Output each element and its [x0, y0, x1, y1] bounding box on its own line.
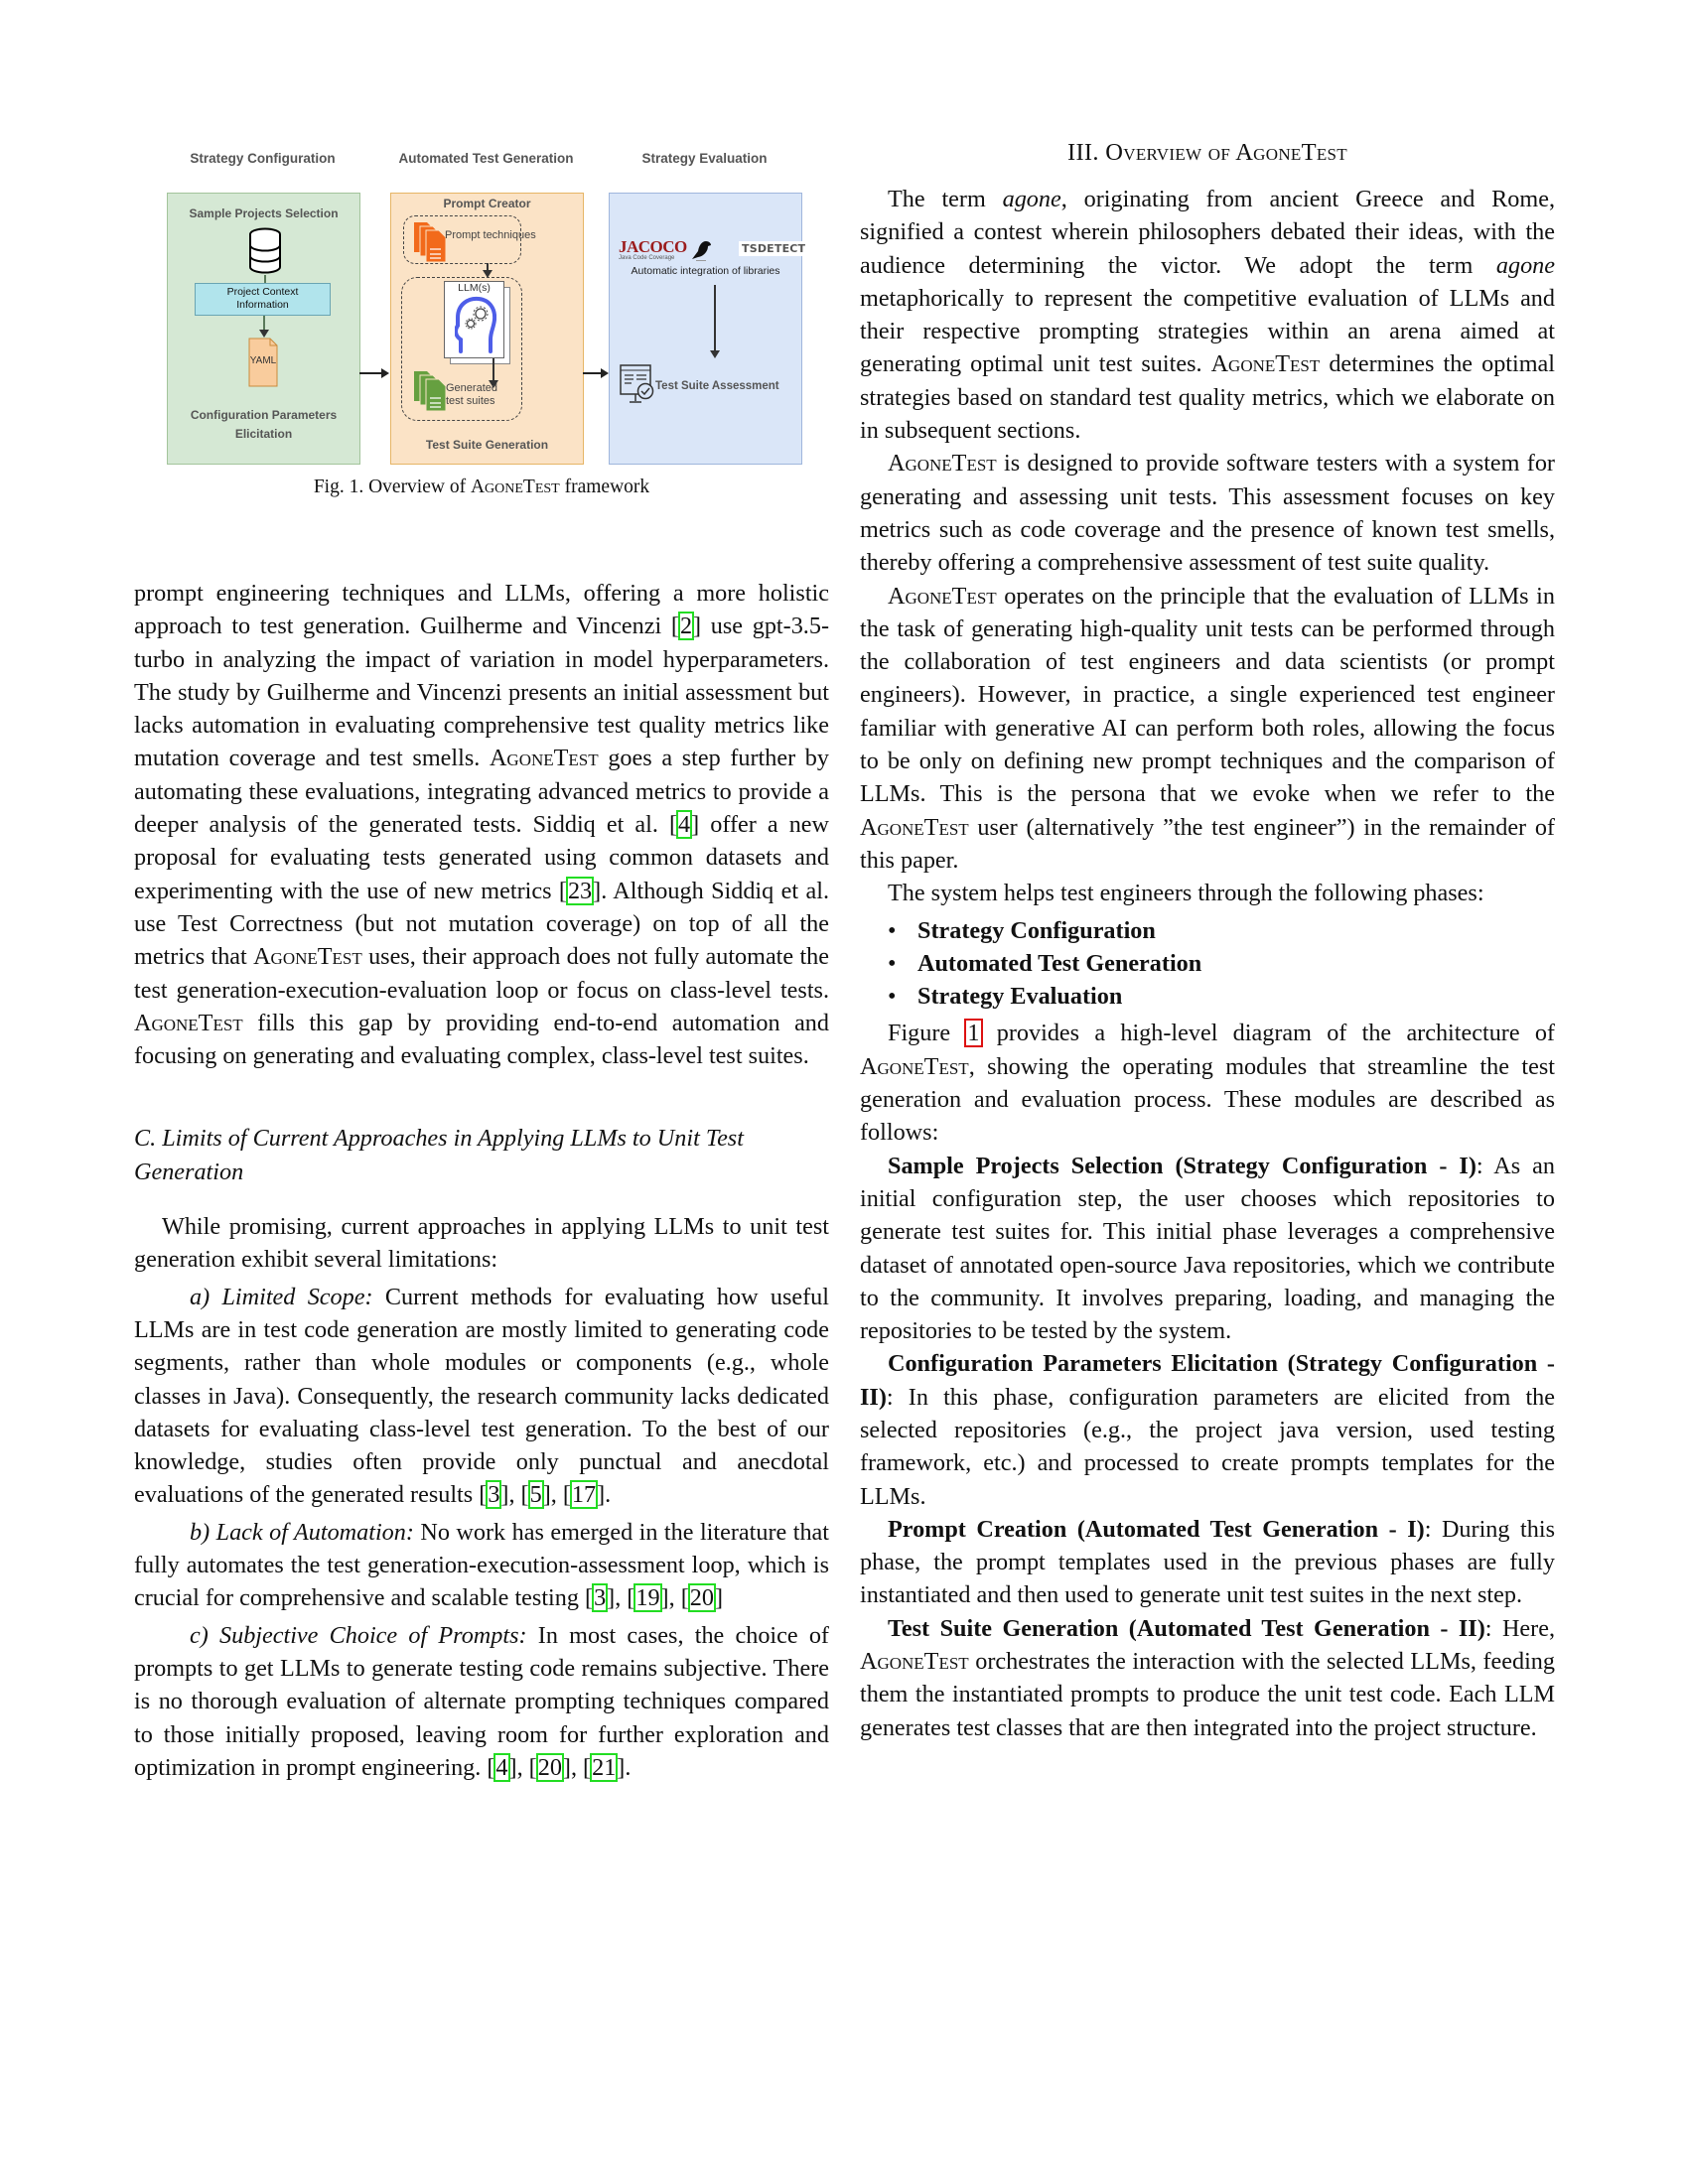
left-column — [134, 577, 829, 1784]
phase-title-strategy-evaluation: Strategy Evaluation — [641, 151, 768, 166]
module-test-suite-generation — [860, 1612, 1555, 1744]
text: , showing the operating modules that streamline the test generation and evaluation process. These modules are described as follows: — [860, 1052, 1555, 1147]
agonetest-name: AgoneTest — [1210, 350, 1321, 378]
text: offer a new proposal for evaluating tests generated using common datasets and experimenting with the use of new metrics — [134, 811, 829, 904]
config-params-line1: Configuration Parameters — [190, 408, 338, 422]
text: fills this gap by providing end-to-end automation and focusing on generating and evaluating complex, class-level test suites. — [134, 1009, 829, 1070]
pitest-bird-logo-icon — [689, 237, 713, 263]
module-title: Configuration Parameters Elicitation (Strategy Configuration - II) — [860, 1350, 1555, 1411]
text: is designed to provide software testers with a system for generating and assessing unit tests. This assessment focuses on key metrics such as code coverage and the presence of known test smells, thereby offering a comprehensive assessment of test suite quality. — [860, 450, 1555, 577]
citation-link[interactable]: 3 — [594, 1584, 607, 1612]
agonetest-name: AgoneTest — [860, 1648, 969, 1676]
text: goes a step further by automating these evaluations, integrating advanced metrics to provide a deeper analysis of the generated tests. Siddiq et al. — [134, 745, 829, 839]
phase-item-automated-test-generation: • Automated Test Generation — [917, 947, 1555, 980]
agonetest-name: AgoneTest — [253, 943, 362, 971]
text: , originating from ancient Greece and Rome, signified a contest wherein philosophers debated their ideas, with the audience determining the victor. We adopt the term — [860, 186, 1555, 279]
llm-label: LLM(s) — [458, 282, 491, 294]
text: provides a high-level diagram of the architecture of — [981, 1020, 1555, 1047]
prompt-techniques-label: Prompt techniques — [445, 229, 536, 241]
generated-test-documents-icon — [413, 370, 447, 412]
emphasis: agone — [1002, 186, 1061, 212]
module-text: : In this phase, configuration parameters are elicited from the selected repositories (e.g., the project java version, used testing framework, etc.) and processed to create prompts templates for the LLMs. — [860, 1383, 1555, 1510]
citation-link[interactable]: 20 — [537, 1753, 562, 1781]
right-column — [860, 183, 1555, 1744]
configuration-parameters-elicitation-label — [168, 406, 359, 444]
text: operates on the principle that the evaluation of LLMs in the task of generating high-quality unit tests can be performed through the collaboration of test engineers and data scientists (or prompt engineers). However, in practice, a single experienced test engineer familiar with generative AI can perform both roles, allowing the focus to be only on defining new prompt techniques and the comparison of LLMs. This is the persona that we evoke when we refer to the — [860, 582, 1555, 808]
phase-item-strategy-configuration: • Strategy Configuration — [917, 914, 1555, 947]
phase-title-strategy-configuration: Strategy Configuration — [190, 151, 336, 166]
tsdetect-logo: TSDETECT — [739, 241, 808, 256]
text: Figure — [888, 1020, 966, 1047]
agone-term-paragraph — [860, 183, 1555, 447]
principle-paragraph — [860, 580, 1555, 878]
arrow-to-llm — [487, 263, 489, 276]
limitation-lack-of-automation: b) Lack of Automation: No work has emerged in the literature that fully automates the test generation-execution-assessment loop, which is crucial for comprehensive and scalable testing [3], [19], [20] — [134, 1518, 829, 1612]
agonetest-name: AgoneTest — [489, 745, 599, 772]
test-suite-generation-label: Test Suite Generation — [425, 438, 549, 452]
text: metaphorically to represent the competitive evaluation of LLMs and their respective prompting strategies within an arena aimed at generating optimal unit test suites. — [860, 284, 1555, 378]
project-context-line2: Information — [236, 299, 289, 311]
citation-link[interactable]: 17 — [571, 1481, 597, 1509]
module-text: : As an initial configuration step, the user chooses which repositories to generate test suites for. This initial phase leverages a comprehensive dataset of annotated open-source Java repositories, which we contribute to the community. It involves preparing, loading, and managing the repositories to be tested by the system. — [860, 1152, 1555, 1345]
agonetest-name: AgoneTest — [888, 582, 997, 610]
citation-link[interactable]: 5 — [529, 1481, 542, 1509]
text: . Although Siddiq et al. use Test Correctness (but not mutation coverage) on top of all the metrics that — [134, 877, 829, 971]
text: No work has emerged in the literature that fully automates the test generation-execution-assessment loop, which is crucial for comprehensive and scalable testing — [134, 1518, 829, 1612]
text: The term — [888, 186, 1003, 212]
database-icon — [247, 227, 283, 275]
module-title: Test Suite Generation (Automated Test Generation - II) — [888, 1614, 1485, 1642]
phases-list — [860, 914, 1555, 1014]
limitation-label: a) Limited Scope: — [190, 1283, 373, 1310]
heading-name: AgoneTest — [1235, 139, 1347, 166]
sample-projects-selection-label: Sample Projects Selection — [189, 206, 339, 220]
agonetest-name: AgoneTest — [860, 813, 969, 841]
figure-reference-paragraph — [860, 1017, 1555, 1149]
limitation-subjective-prompts: c) Subjective Choice of Prompts: In most cases, the choice of prompts to get LLMs to generate testing code remains subjective. There is no thorough evaluation of alternate prompting techniques compared to those initially proposed, leaving room for further exploration and optimization in prompt engineering. [4], [20], [21]. — [134, 1621, 829, 1781]
section-heading-c: C. Limits of Current Approaches in Applying LLMs to Unit Test Generation — [134, 1125, 744, 1185]
heading-text: Overview of — [1105, 139, 1236, 166]
agonetest-name: AgoneTest — [134, 1009, 243, 1036]
module-configuration-parameters-elicitation — [860, 1347, 1555, 1512]
prompt-documents-icon — [413, 221, 447, 263]
module-prompt-creation — [860, 1513, 1555, 1612]
citation-link[interactable]: 4 — [678, 811, 691, 839]
generated-line2: test suites — [446, 395, 495, 407]
yaml-label: YAML — [249, 355, 277, 366]
llm-card — [444, 281, 504, 358]
test-suite-assessment-label: Test Suite Assessment — [655, 380, 779, 392]
phase-title-automated-test-generation: Automated Test Generation — [398, 151, 574, 166]
brain-gears-head-icon — [455, 296, 496, 355]
jacoco-title: JACOCO — [619, 237, 687, 256]
module-title: Sample Projects Selection (Strategy Configuration - I) — [888, 1152, 1477, 1179]
caption-prefix: Fig. 1. Overview of — [313, 477, 471, 497]
text: In most cases, the choice of prompts to get LLMs to generate testing code remains subjective. There is no thorough evaluation of alternate prompting techniques compared to those initially proposed, leaving room for further exploration and optimization in prompt engineering. — [134, 1621, 829, 1781]
text: determines the optimal strategies based on standard test quality metrics, which we elaborate on in subsequent sections. — [860, 350, 1555, 445]
module-text: : During this phase, the prompt templates used in the previous phases are fully instantiated and then used to generate unit test suites in the next step. — [860, 1515, 1555, 1609]
text: user (alternatively ”the test engineer”) in the remainder of this paper. — [860, 813, 1555, 874]
strategy-evaluation-panel — [609, 193, 806, 465]
text: use gpt-3.5-turbo in analyzing the impact of variation in model hyperparameters. The study by Guilherme and Vincenzi presents an initial assessment but lacks automation in evaluating comprehensive test quality metrics like mutation coverage and test smells. — [134, 613, 829, 772]
text: uses, their approach does not fully automate the test generation-execution-evaluation loop or focus on class-level tests. — [134, 943, 829, 1004]
auto-integration-label: Automatic integration of libraries — [631, 265, 780, 277]
project-context-box — [195, 283, 331, 316]
module-title: Prompt Creation (Automated Test Generation - I) — [888, 1515, 1425, 1543]
citation-link[interactable]: 23 — [567, 877, 593, 904]
citation-link[interactable]: 2 — [679, 613, 693, 640]
limitations-intro: While promising, current approaches in applying LLMs to unit test generation exhibit several limitations: — [134, 1213, 829, 1274]
jacoco-logo — [619, 238, 687, 262]
automated-test-generation-panel — [390, 193, 584, 465]
related-work-paragraph: prompt engineering techniques and LLMs, offering a more holistic approach to test generation. Guilherme and Vincenzi [2] use gpt-3.5-turbo in analyzing the impact of variation in model hyperparameters. The study by Guilherme and Vincenzi presents an initial assessment but lacks automation in evaluating comprehensive test quality metrics like mutation coverage and test smells. AgoneTest goes a step further by automating these evaluations, integrating advanced metrics to provide a deeper analysis of the generated tests. Siddiq et al. [4] offer a new proposal for evaluating tests generated using common datasets and experimenting with the use of new metrics [23]. Although Siddiq et al. use Test Correctness (but not mutation coverage) on top of all the metrics that AgoneTest uses, their approach does not fully automate the test generation-execution-evaluation loop or focus on class-level tests. AgoneTest fills this gap by providing end-to-end automation and focusing on generating and evaluating complex, class-level test suites. — [134, 580, 829, 1070]
monitor-check-icon — [620, 363, 655, 409]
citation-link[interactable]: 19 — [635, 1584, 660, 1612]
caption-suffix: framework — [559, 477, 650, 497]
generated-line1: Generated — [446, 382, 497, 394]
emphasis: agone — [1495, 251, 1555, 279]
agonetest-name: AgoneTest — [860, 1052, 969, 1080]
citation-link[interactable]: 21 — [592, 1753, 617, 1781]
jacoco-subtitle: Java Code Coverage — [619, 255, 675, 261]
arrow-generation-to-evaluation — [583, 372, 607, 374]
module-sample-projects-selection — [860, 1150, 1555, 1348]
figure-caption — [134, 477, 829, 498]
module-text: orchestrates the interaction with the selected LLMs, feeding them the instantiated prompts to produce the unit test code. Each LLM generates test classes that are then integrated into the project structure. — [860, 1648, 1555, 1741]
arrow-to-yaml — [263, 316, 265, 336]
citation-link[interactable]: 3 — [488, 1481, 500, 1509]
strategy-configuration-panel — [167, 193, 360, 465]
generated-test-suites-label — [446, 382, 497, 408]
text: Current methods for evaluating how useful LLMs are in test code generation are mostly limited to generating code segments, rather than whole modules or components (e.g., whole classes in Java). Consequently, the research community lacks dedicated datasets for evaluating class-level test generation. To the best of our knowledge, studies often provide only punctual and anecdotal evaluations of the generated results — [134, 1283, 829, 1509]
config-params-line2: Elicitation — [234, 427, 293, 441]
limitation-label: b) Lack of Automation: — [190, 1518, 414, 1546]
caption-name: AgoneTest — [470, 477, 560, 497]
limitation-label: c) Subjective Choice of Prompts: — [190, 1621, 527, 1649]
heading-number: III. — [1067, 139, 1106, 166]
figure-reference-link[interactable]: 1 — [967, 1020, 980, 1047]
text: prompt engineering techniques and LLMs, offering a more holistic approach to test generation. Guilherme and Vincenzi — [134, 580, 829, 640]
phase-item-strategy-evaluation: • Strategy Evaluation — [917, 980, 1555, 1013]
prompt-creator-label: Prompt Creator — [443, 197, 531, 210]
connector-line — [264, 275, 266, 283]
design-paragraph — [860, 447, 1555, 579]
phases-intro: The system helps test engineers through the following phases: — [888, 880, 1484, 907]
module-text: : Here, — [1484, 1614, 1555, 1642]
project-context-line1: Project Context — [226, 286, 299, 298]
arrow-to-assessment — [714, 285, 716, 356]
arrow-config-to-generation — [359, 372, 387, 374]
agonetest-name: AgoneTest — [888, 450, 997, 478]
limitation-limited-scope: a) Limited Scope: Current methods for evaluating how useful LLMs are in test code generation are mostly limited to generating code segments, rather than whole modules or components (e.g., whole classes in Java). Consequently, the research community lacks dedicated datasets for evaluating class-level test generation. To the best of our knowledge, studies often provide only punctual and anecdotal evaluations of the generated results [3], [5], [17]. — [134, 1283, 829, 1509]
architecture-figure — [149, 139, 844, 467]
citation-link[interactable]: 4 — [495, 1753, 508, 1781]
citation-link[interactable]: 20 — [689, 1584, 714, 1612]
section-heading-iii — [860, 139, 1555, 167]
